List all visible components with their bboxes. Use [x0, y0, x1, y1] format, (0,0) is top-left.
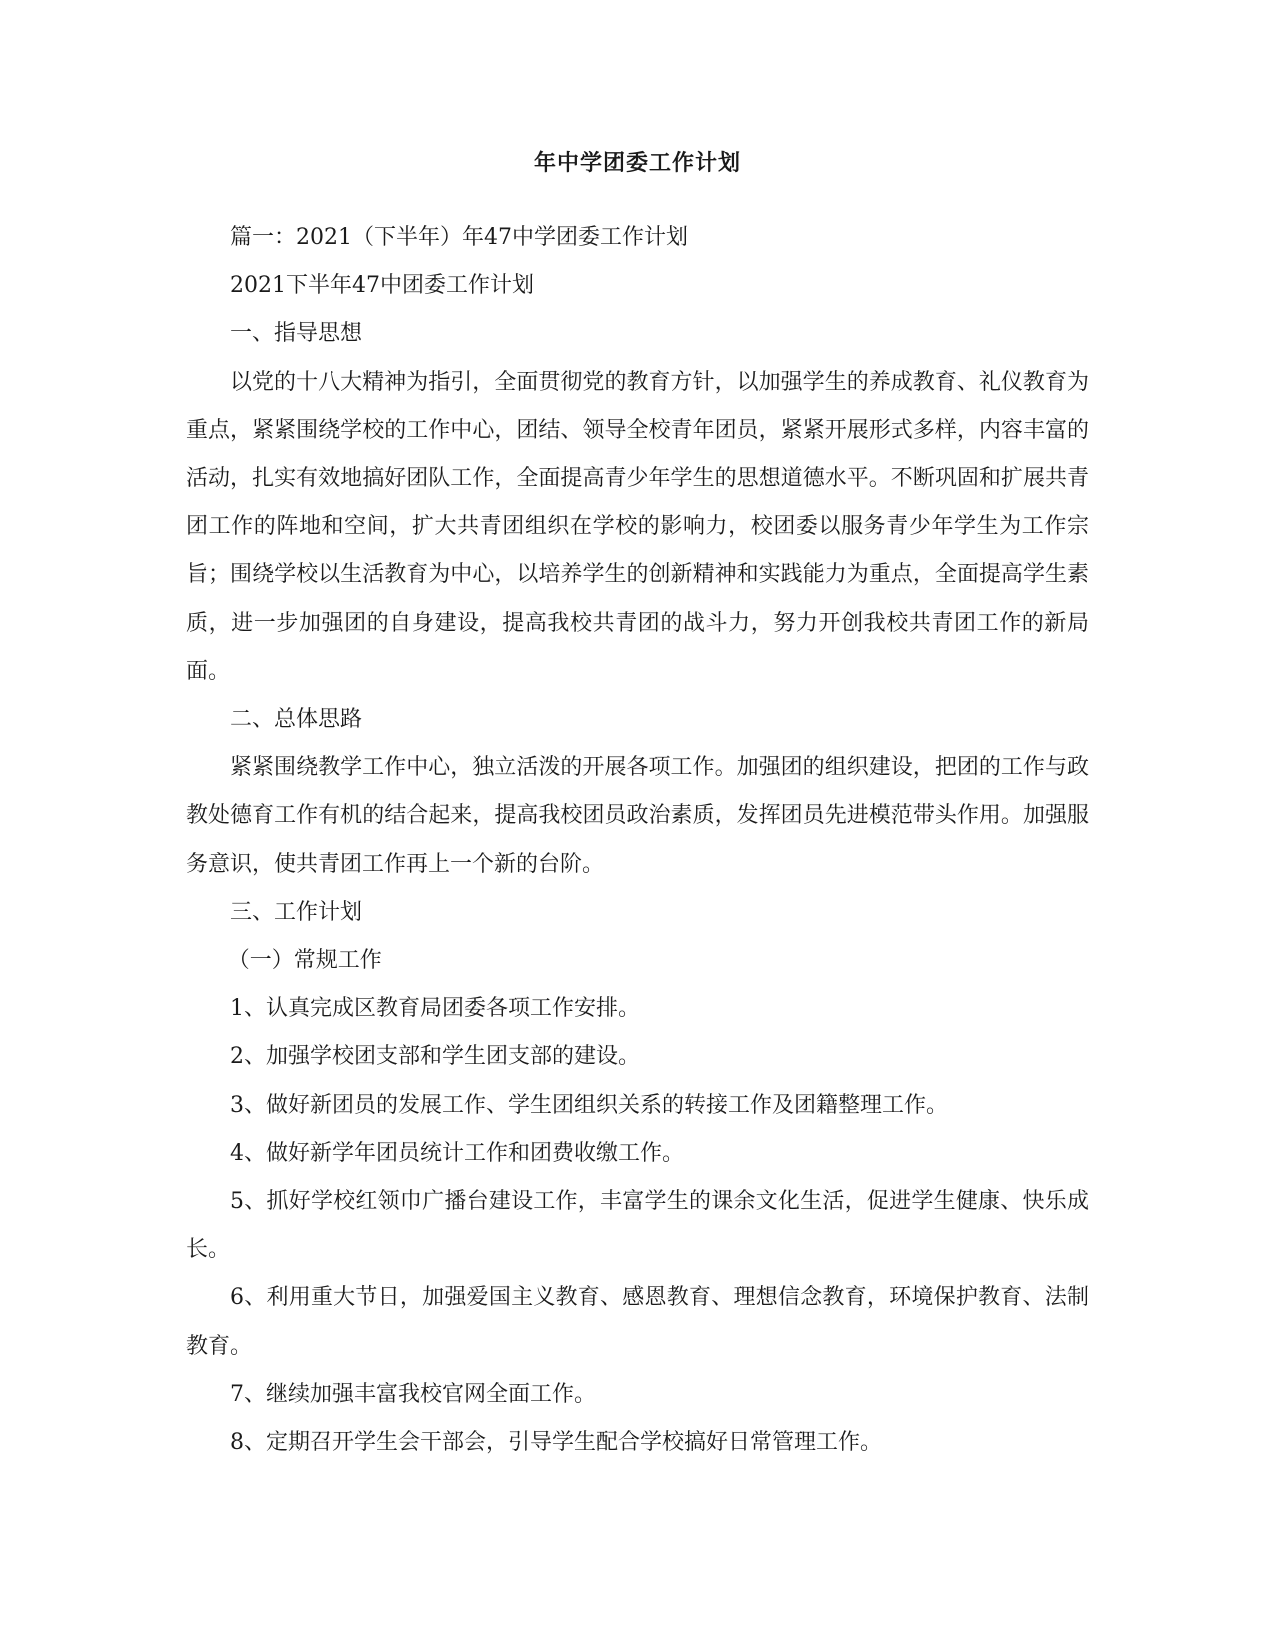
list-item: 3、做好新团员的发展工作、学生团组织关系的转接工作及团籍整理工作。 [230, 1092, 948, 1118]
section-heading-part-one: 篇一：2021（下半年）年47中学团委工作计划 [230, 225, 688, 250]
document-title: 年中学团委工作计划 [533, 150, 741, 176]
subtitle: 2021下半年47中团委工作计划 [230, 273, 534, 299]
document-body [186, 214, 1089, 1467]
heading-routine-work: （一）常规工作 [227, 948, 382, 974]
list-item: 2、加强学校团支部和学生团支部的建设。 [230, 1044, 640, 1070]
list-item: 4、做好新学年团员统计工作和团费收缴工作。 [230, 1140, 684, 1166]
paragraph-overall-approach: 紧紧围绕教学工作中心，独立活泼的开展各项工作。加强团的组织建设，把团的工作与政教处德育工作有机的结合起来，提高我校团员政治素质，发挥团员先进模范带头作用。加强服务意识，使共青团工作再上一个新的台阶。 [186, 755, 1089, 877]
heading-guiding-ideology: 一、指导思想 [230, 321, 363, 347]
heading-overall-approach: 二、总体思路 [230, 707, 363, 733]
list-item: 5、抓好学校红领巾广播台建设工作，丰富学生的课余文化生活，促进学生健康、快乐成长。 [186, 1189, 1089, 1263]
list-item: 8、定期召开学生会干部会，引导学生配合学校搞好日常管理工作。 [230, 1430, 882, 1456]
list-item: 1、认真完成区教育局团委各项工作安排。 [230, 996, 640, 1022]
paragraph-guiding-ideology: 以党的十八大精神为指引，全面贯彻党的教育方针，以加强学生的养成教育、礼仪教育为重点，紧紧围绕学校的工作中心，团结、领导全校青年团员，紧紧开展形式多样，内容丰富的活动，扎实有效地搞好团队工作，全面提高青少年学生的思想道德水平。不断巩固和扩展共青团工作的阵地和空间，扩大共青团组织在学校的影响力，校团委以服务青少年学生为工作宗旨；围绕学校以生活教育为中心，以培养学生的创新精神和实践能力为重点，全面提高学生素质，进一步加强团的自身建设，提高我校共青团的战斗力，努力开创我校共青团工作的新局面。 [186, 369, 1089, 684]
list-item: 7、继续加强丰富我校官网全面工作。 [230, 1381, 596, 1407]
list-item: 6、利用重大节日，加强爱国主义教育、感恩教育、理想信念教育，环境保护教育、法制教育。 [186, 1285, 1089, 1359]
heading-work-plan: 三、工作计划 [230, 899, 363, 925]
